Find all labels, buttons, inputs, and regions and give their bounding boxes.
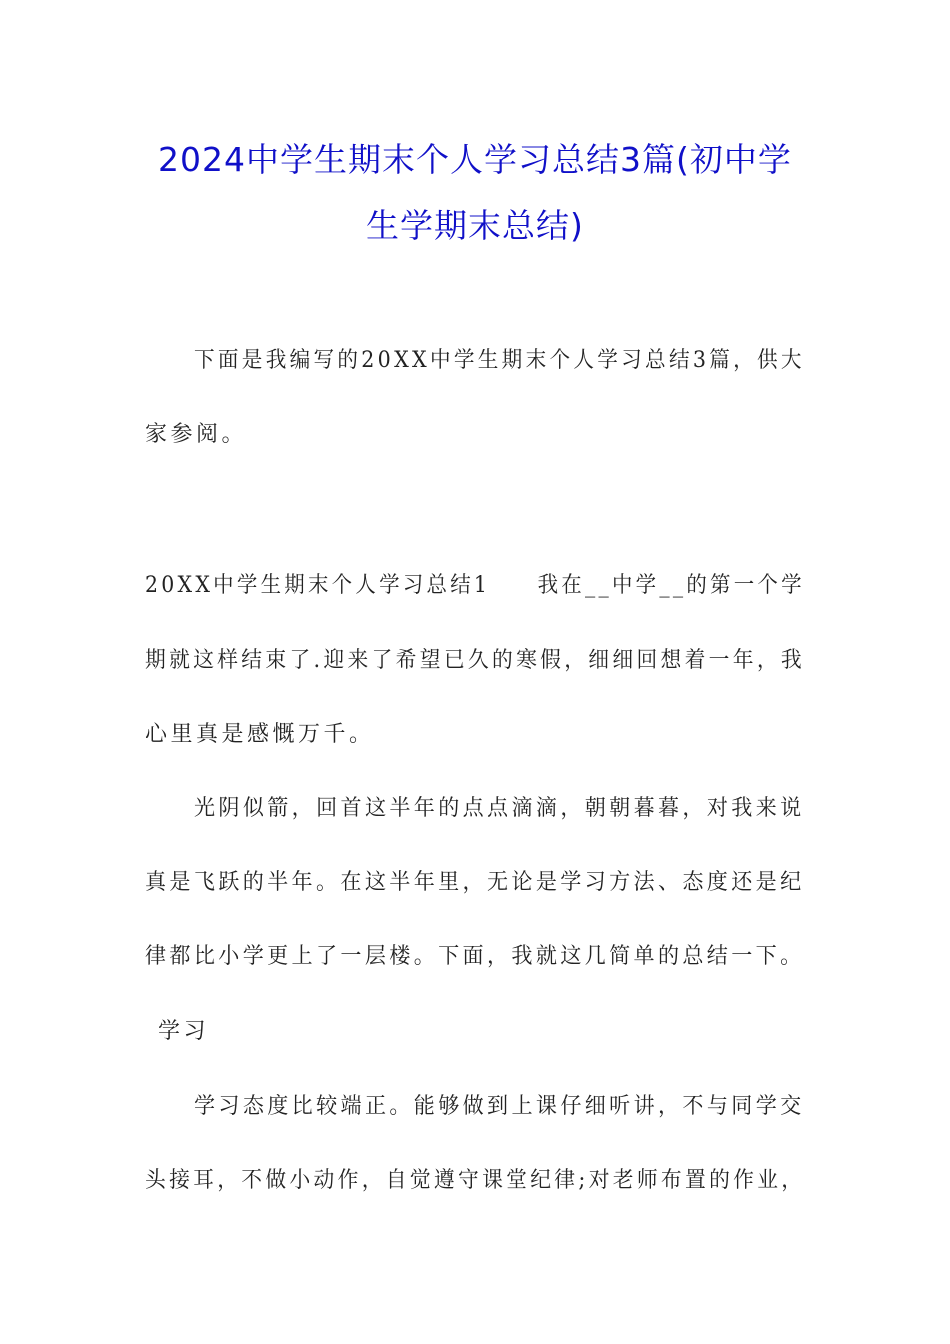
para2-line-2: 真是飞跃的半年。在这半年里，无论是学习方法、态度还是纪 (145, 870, 805, 895)
para3-line-2: 头接耳，不做小动作，自觉遵守课堂纪律;对老师布置的作业， (145, 1168, 806, 1193)
section1-line-2: 期就这样结束了.迎来了希望已久的寒假，细细回想着一年，我 (145, 648, 805, 673)
intro-line-2: 家参阅。 (145, 422, 248, 447)
section1-line-1: 20XX中学生期末个人学习总结1 我在__中学__的第一个学 (145, 573, 805, 598)
para2-line-1: 光阴似箭，回首这半年的点点滴滴，朝朝暮暮，对我来说 (194, 796, 805, 821)
para2-line-3: 律都比小学更上了一层楼。下面，我就这几简单的总结一下。 (145, 944, 805, 969)
document-title-line-2: 生学期末总结) (366, 206, 584, 245)
heading-study: 学习 (158, 1019, 210, 1044)
intro-line-1: 下面是我编写的20XX中学生期末个人学习总结3篇，供大 (194, 348, 805, 373)
section1-line-3: 心里真是感慨万千。 (145, 722, 375, 747)
document-title-line-1: 2024中学生期末个人学习总结3篇(初中学 (158, 140, 792, 179)
para3-line-1: 学习态度比较端正。能够做到上课仔细听讲，不与同学交 (194, 1094, 805, 1119)
